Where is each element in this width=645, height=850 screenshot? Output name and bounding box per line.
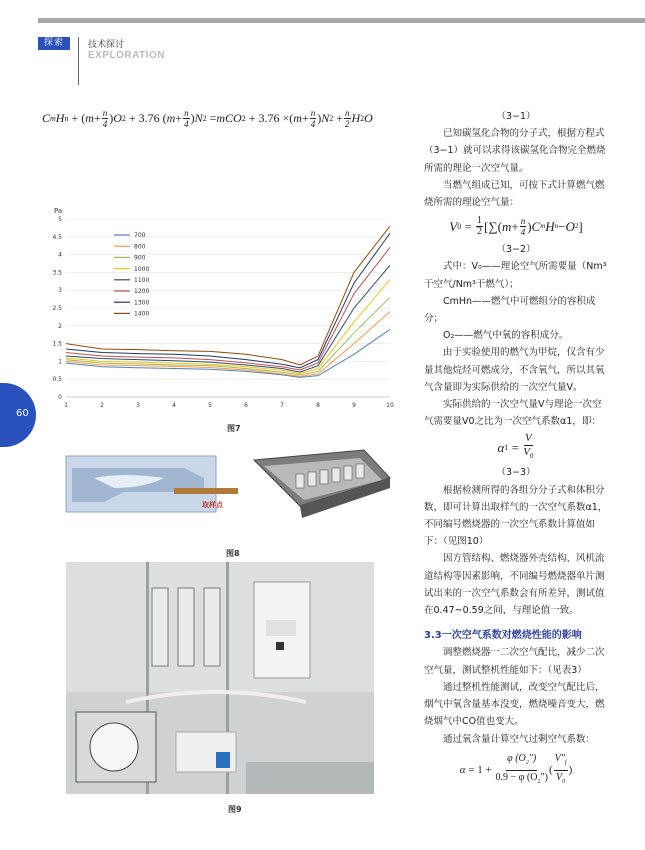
x-tick-label: 2 <box>100 402 104 409</box>
y-tick-label: 1 <box>58 358 62 366</box>
legend-label-700: 700 <box>134 232 146 240</box>
paragraph-9: 因方管结构、燃烧器外壳结构、风机流道结构等因素影响，不同编号燃烧器单片测试出来的一次空气系数会有所差异，测试值在0.47~0.59之间，与理论值一致。 <box>424 553 605 617</box>
equation-3-3: α 1 = $\frac{V}{V_0}$ <box>497 431 534 461</box>
top-rule <box>38 18 645 23</box>
paragraph-5: O₂——燃气中氧的容积成分。 <box>443 330 569 342</box>
paragraph-4: CmHn——燃气中可燃组分的容积成分； <box>424 295 596 325</box>
y-axis-label: Pa <box>54 207 63 215</box>
x-tick-label: 5 <box>208 402 212 409</box>
legend-label-1100: 1100 <box>134 277 150 284</box>
page-number: 60 <box>16 408 29 419</box>
y-tick-label: 0 <box>58 394 62 401</box>
figure9-caption: 图9 <box>228 805 242 814</box>
legend-label-1000: 1000 <box>134 265 150 273</box>
paragraph-12: 通过氧含量计算空气过剩空气系数： <box>443 733 596 745</box>
eq-3-3-number: （3−3） <box>496 467 536 479</box>
paragraph-1: 已知碳氢化合物的分子式，根据方程式（3−1）就可以求得该碳氢化合物完全燃烧所需的理论一次空气量。 <box>424 128 606 174</box>
header-divider <box>78 37 79 85</box>
x-tick-label: 3 <box>136 402 140 409</box>
y-tick-label: 3 <box>58 287 62 295</box>
paragraph-3: 式中：V₀——理论空气所需要量（Nm³干空气/Nm³干燃气）； <box>424 261 607 290</box>
y-tick-label: 5 <box>58 216 62 223</box>
figure8-caption: 图8 <box>226 549 240 558</box>
legend-label-800: 800 <box>134 243 146 251</box>
paragraph-6: 由于实验使用的燃气为甲烷，仅含有少量其他烷烃可燃成分，不含氧气，所以其氧气含量即为实际供给的一次空气量V。 <box>424 347 605 393</box>
category-tag: 探索 <box>38 37 70 50</box>
figure7-chart <box>48 205 398 410</box>
x-tick-label: 4 <box>172 402 176 409</box>
paragraph-11: 通过整机性能测试，改变空气配比后，烟气中氧含量基本没变，燃烧噪音变大，燃烧烟气中CO值也变大。 <box>424 681 605 728</box>
paragraph-2: 当燃气组成已知，可按下式计算燃气燃烧所需的理论空气量： <box>424 179 605 209</box>
y-tick-label: 1.5 <box>52 340 62 348</box>
eq-3-2-number: （3−2） <box>496 244 536 256</box>
burner-assembly <box>254 450 390 518</box>
section-title-cn: 技术探讨 <box>88 40 125 50</box>
equation-3-1: C m H n + ( m + $\frac{n}{4}$ ) O 2 + 3.76 ( m + $\frac{n}{4}$ ) N 2 = mCO 2 + 3.76 ×( m + $\frac{n}{4}$ ) N 2 + $\frac{n}{2}$ H 2 O <box>42 108 373 129</box>
x-tick-label: 8 <box>316 402 320 409</box>
legend-label-1200: 1200 <box>134 288 150 296</box>
legend-label-1300: 1300 <box>134 299 150 307</box>
figure9-photo <box>66 562 374 794</box>
right-column <box>424 108 608 794</box>
x-tick-label: 7 <box>280 402 284 409</box>
figure8-illustration <box>64 448 394 528</box>
x-tick-label: 9 <box>352 402 356 409</box>
legend-label-1400: 1400 <box>134 310 150 318</box>
legend-label-900: 900 <box>134 254 146 262</box>
equation-3-2: V 0 = $\frac{1}{2}$ [∑( m + $\frac{n}{4}$ ) C m H n − O 2 ] <box>449 214 583 237</box>
x-tick-label: 6 <box>244 402 248 409</box>
x-tick-label: 1 <box>64 402 68 409</box>
series-line-700 <box>66 329 390 377</box>
section-title-en: EXPLORATION <box>88 50 165 61</box>
y-tick-label: 0.5 <box>52 376 62 384</box>
y-tick-label: 2 <box>58 322 62 330</box>
series-line-1400 <box>66 226 390 365</box>
figure7-caption: 图7 <box>227 424 241 433</box>
page-number-tab <box>0 383 36 447</box>
y-tick-label: 4 <box>58 251 62 259</box>
equation-3-4: α = 1 + $\frac{\varphi (O_2'')}{0.9 - \varphi (O_2'')}$ ( $\frac{V''_f}{V_0}$ ) <box>459 753 573 786</box>
y-tick-label: 3.5 <box>52 269 62 277</box>
paragraph-7: 实际供给的一次空气量V与理论一次空气需要量V0之比为一次空气系数α1，即： <box>424 399 602 428</box>
sampling-point-label: 取样点 <box>202 501 223 509</box>
y-tick-label: 4.5 <box>52 233 62 241</box>
eq-3-1-number: （3−1） <box>496 111 536 122</box>
y-tick-label: 2.5 <box>52 305 62 312</box>
x-tick-label: 10 <box>386 402 394 409</box>
section-heading: 3.3一次空气系数对燃烧性能的影响 <box>424 630 582 642</box>
paragraph-10: 调整燃烧器一二次空气配比，减少二次空气量，测试整机性能如下：（见表3） <box>424 647 605 676</box>
paragraph-8: 根据检测所得的各组分分子式和体积分数，即可计算出取样气的一次空气系数α1，不同编号燃烧器的一次空气系数计算值如下：（见图10） <box>424 484 608 548</box>
